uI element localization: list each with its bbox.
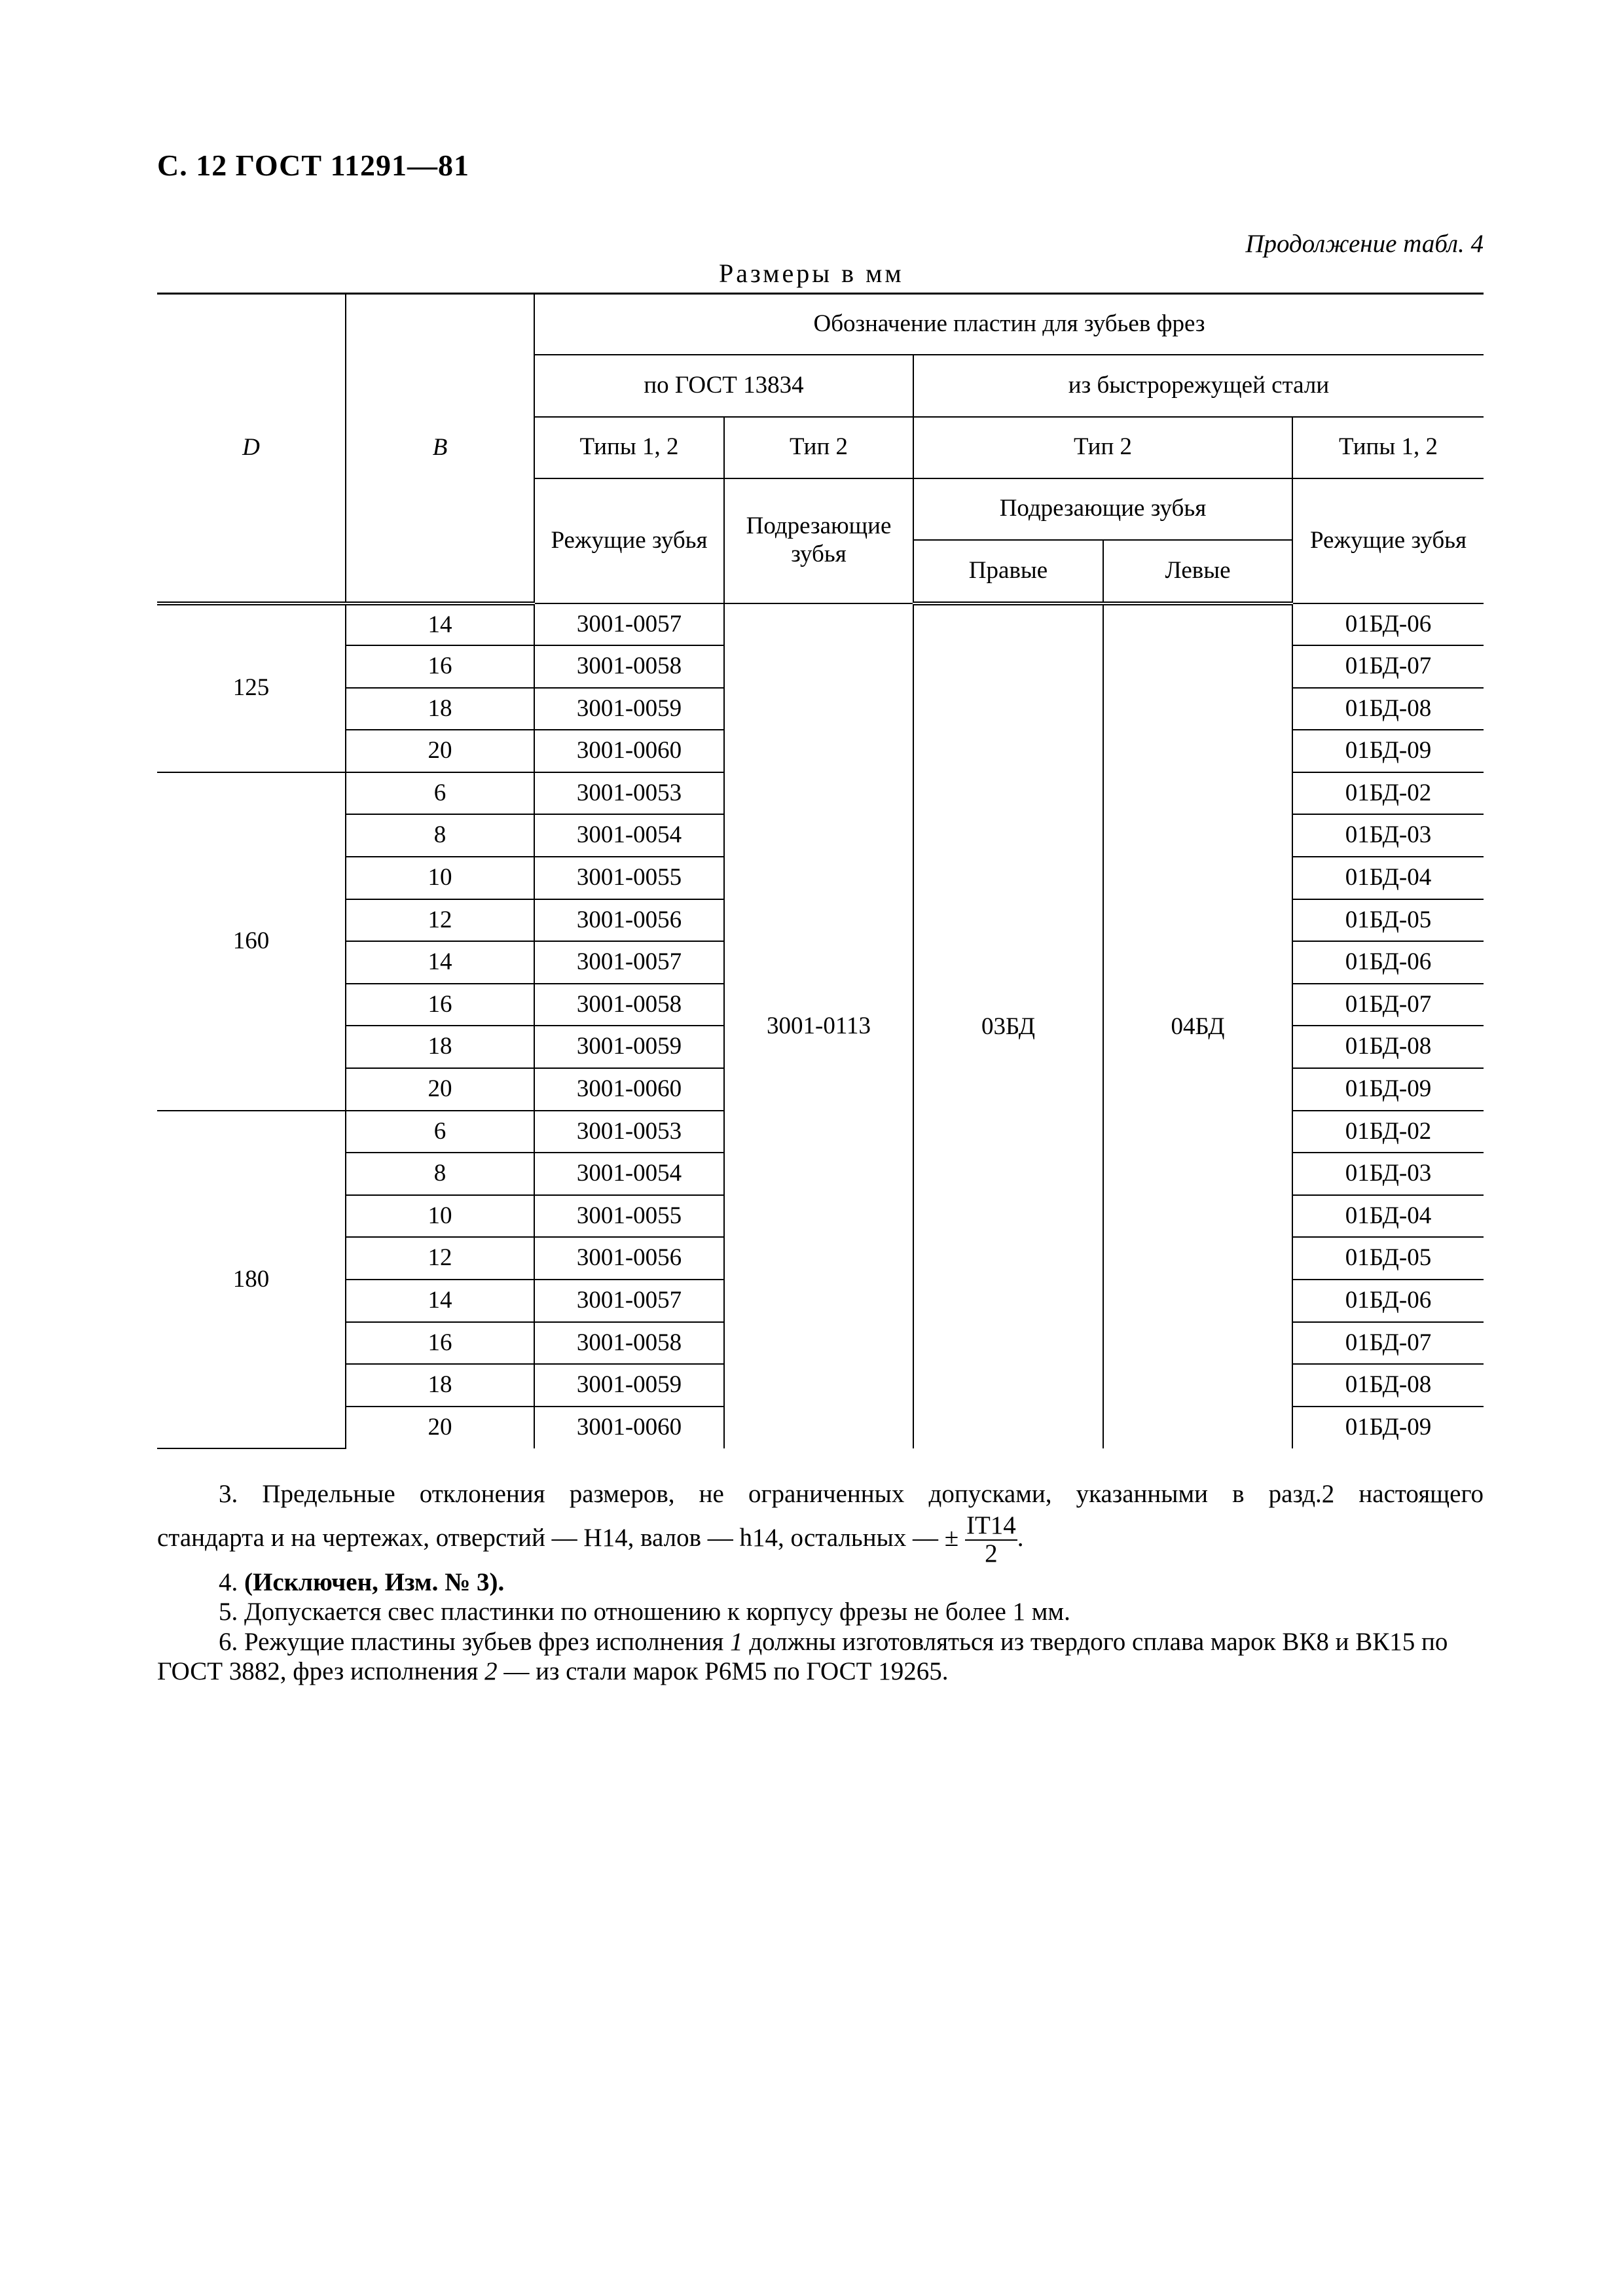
header-steel-trimming-teeth: Подрезающие зубья: [913, 478, 1292, 540]
header-steel-cutting-teeth: Режущие зубья: [1292, 478, 1484, 603]
cell-cutting: 3001-0059: [534, 688, 724, 730]
note-4-number: 4.: [219, 1568, 238, 1597]
note-3-period: .: [1017, 1524, 1024, 1552]
cell-steel-cutting: 01БД-09: [1292, 730, 1484, 772]
cell-steel-cutting: 01БД-06: [1292, 941, 1484, 984]
cell-b: 6: [346, 1111, 534, 1153]
notes-section: [157, 1479, 1484, 1686]
units-label: Размеры в мм: [719, 259, 904, 288]
cell-steel-cutting: 01БД-07: [1292, 984, 1484, 1026]
page-title: С. 12 ГОСТ 11291—81: [157, 149, 470, 182]
cell-right-merged: 03БД: [913, 603, 1103, 1449]
cell-b: 18: [346, 688, 534, 730]
cell-cutting: 3001-0053: [534, 1111, 724, 1153]
header-plate-designation: Обозначение пластин для зубьев фрез: [534, 294, 1484, 355]
cell-cutting: 3001-0057: [534, 1280, 724, 1322]
cell-steel-cutting: 01БД-04: [1292, 857, 1484, 899]
cell-steel-cutting: 01БД-06: [1292, 1280, 1484, 1322]
cell-b: 12: [346, 899, 534, 942]
cell-cutting: 3001-0058: [534, 645, 724, 688]
tolerance-fraction: [965, 1513, 1017, 1568]
cell-cutting: 3001-0054: [534, 1153, 724, 1195]
cell-cutting: 3001-0058: [534, 1322, 724, 1365]
cell-b: 14: [346, 941, 534, 984]
note-5: 5. Допускается свес пластинки по отношению к корпусу фрезы не более 1 мм.: [219, 1598, 1070, 1626]
plates-table: [157, 293, 1484, 1449]
header-high-speed-steel: из быстрорежущей стали: [913, 355, 1484, 417]
cell-left-merged: 04БД: [1103, 603, 1292, 1449]
cell-steel-cutting: 01БД-09: [1292, 1068, 1484, 1111]
cell-b: 8: [346, 1153, 534, 1195]
cell-b: 16: [346, 645, 534, 688]
cell-cutting: 3001-0057: [534, 941, 724, 984]
cell-b: 14: [346, 1280, 534, 1322]
cell-cutting: 3001-0058: [534, 984, 724, 1026]
note-3-line-2: [157, 1513, 1484, 1568]
note-3-line-1: 3. Предельные отклонения размеров, не ограниченных допусками, указанными в разд.2 настоящего: [219, 1480, 1484, 1508]
cell-cutting: 3001-0055: [534, 1195, 724, 1238]
note-6-part-a: 6. Режущие пластины зубьев фрез исполнения: [219, 1627, 724, 1656]
cell-steel-cutting: 01БД-04: [1292, 1195, 1484, 1238]
cell-steel-cutting: 01БД-08: [1292, 1364, 1484, 1407]
cell-b: 20: [346, 1068, 534, 1111]
fraction-numerator: IT14: [966, 1511, 1016, 1540]
note-4-text: (Исключен, Изм. № 3).: [244, 1568, 505, 1597]
cell-steel-cutting: 01БД-06: [1292, 603, 1484, 646]
cell-cutting: 3001-0057: [534, 603, 724, 646]
cell-steel-cutting: 01БД-02: [1292, 772, 1484, 815]
cell-cutting: 3001-0060: [534, 730, 724, 772]
table-row: [157, 603, 1484, 646]
cell-d: 180: [157, 1111, 346, 1449]
cell-steel-cutting: 01БД-08: [1292, 688, 1484, 730]
cell-steel-cutting: 01БД-02: [1292, 1111, 1484, 1153]
header-type-2: Тип 2: [724, 417, 913, 478]
cell-steel-cutting: 01БД-05: [1292, 899, 1484, 942]
cell-cutting: 3001-0059: [534, 1026, 724, 1068]
note-6: [157, 1627, 1484, 1686]
cell-cutting: 3001-0059: [534, 1364, 724, 1407]
cell-steel-cutting: 01БД-09: [1292, 1407, 1484, 1449]
cell-b: 8: [346, 814, 534, 857]
note-6-variant-2: 2: [484, 1657, 498, 1685]
cell-cutting: 3001-0053: [534, 772, 724, 815]
cell-b: 10: [346, 1195, 534, 1238]
cell-steel-cutting: 01БД-05: [1292, 1237, 1484, 1280]
cell-b: 18: [346, 1026, 534, 1068]
header-trimming-teeth: Подрезающие зубья: [724, 478, 913, 603]
cell-steel-cutting: 01БД-07: [1292, 1322, 1484, 1365]
cell-steel-cutting: 01БД-03: [1292, 1153, 1484, 1195]
table-continuation-label: Продолжение табл. 4: [1245, 230, 1484, 258]
cell-steel-cutting: 01БД-08: [1292, 1026, 1484, 1068]
note-6-part-c: — из стали марок Р6М5 по ГОСТ 19265.: [503, 1657, 949, 1685]
fraction-denominator: 2: [985, 1539, 998, 1568]
cell-d: 160: [157, 772, 346, 1111]
header-left: Левые: [1103, 540, 1292, 603]
cell-b: 14: [346, 603, 534, 646]
note-3-text: стандарта и на чертежах, отверстий — H14, валов — h14, остальных — ±: [157, 1524, 959, 1552]
cell-b: 12: [346, 1237, 534, 1280]
note-4: [157, 1568, 1484, 1597]
cell-d: 125: [157, 603, 346, 772]
cell-cutting: 3001-0060: [534, 1407, 724, 1449]
cell-cutting: 3001-0054: [534, 814, 724, 857]
header-gost-13834: по ГОСТ 13834: [534, 355, 913, 417]
header-steel-type-2: Тип 2: [913, 417, 1292, 478]
header-types-1-2: Типы 1, 2: [534, 417, 724, 478]
cell-b: 18: [346, 1364, 534, 1407]
note-6-part-b: должны изготовляться из твердого сплава марок ВК8 и ВК15 по ГОСТ 3882, фрез исполнения: [157, 1627, 1448, 1685]
cell-steel-cutting: 01БД-03: [1292, 814, 1484, 857]
cell-b: 20: [346, 1407, 534, 1449]
cell-steel-cutting: 01БД-07: [1292, 645, 1484, 688]
cell-cutting: 3001-0060: [534, 1068, 724, 1111]
cell-trimming-merged: 3001-0113: [724, 603, 913, 1449]
cell-b: 16: [346, 1322, 534, 1365]
column-header-b: B: [346, 294, 534, 603]
cell-b: 16: [346, 984, 534, 1026]
header-right: Правые: [913, 540, 1103, 603]
note-6-variant-1: 1: [730, 1627, 743, 1656]
header-cutting-teeth: Режущие зубья: [534, 478, 724, 603]
cell-b: 20: [346, 730, 534, 772]
cell-b: 6: [346, 772, 534, 815]
column-header-d: D: [157, 294, 346, 603]
cell-cutting: 3001-0056: [534, 899, 724, 942]
cell-cutting: 3001-0055: [534, 857, 724, 899]
cell-cutting: 3001-0056: [534, 1237, 724, 1280]
header-steel-types-1-2: Типы 1, 2: [1292, 417, 1484, 478]
cell-b: 10: [346, 857, 534, 899]
